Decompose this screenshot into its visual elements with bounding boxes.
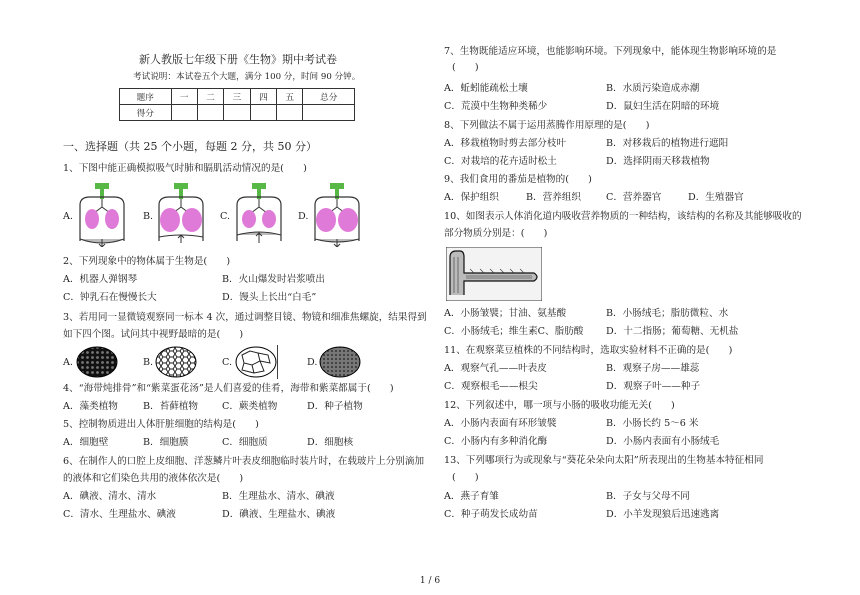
q8-option-c: C．对栽培的花卉适时松土 (444, 156, 557, 167)
question-3-line1: 3、若用同一显微镜观察同一标本 4 次，通过调整目镜、物镜和细准焦螺旋，结果得到 (63, 312, 427, 323)
q12-option-a: A．小肠内表面有环形皱襞 (444, 418, 557, 429)
question-6-line2: 的液体和它们染色共用的液体依次是( ) (63, 473, 244, 484)
q11-option-d: D．观察子叶——种子 (606, 381, 701, 392)
question-3-line2: 如下四个图。试问其中视野最暗的是( ) (63, 329, 244, 340)
section-heading: 一、选择题（共 25 个小题，每题 2 分，共 50 分） (63, 140, 317, 153)
q9-option-b: B．营养组织 (526, 192, 582, 203)
score-header-cell: 一 (171, 89, 197, 105)
score-header-cell: 四 (250, 89, 276, 105)
question-2-stem: 2、下列现象中的物体属于生物是( ) (63, 256, 231, 267)
question-13-line1: 13、下列哪项行为或现象与“葵花朵朵向太阳”所表现出的生物基本特征相同 (444, 455, 764, 466)
question-7-line2: ( ) (452, 62, 479, 73)
q2-option-b: B．火山爆发时岩浆喷出 (222, 274, 325, 285)
score-row (120, 105, 355, 121)
score-cell (171, 105, 197, 121)
question-4-stem: 4、“海带炖排骨”和“紫菜蛋花汤”是人们喜爱的佳肴，海带和紫菜都属于( ) (63, 383, 394, 394)
question-12-stem: 12、下列叙述中，哪一项与小肠的吸收功能无关( ) (444, 400, 675, 411)
q11-option-a: A．观察气孔——叶表皮 (444, 363, 547, 374)
microscope-view-a (75, 345, 119, 379)
score-header-cell: 五 (277, 89, 303, 105)
q1-label-a: A. (63, 211, 73, 222)
q9-option-d: D．生殖器官 (688, 192, 744, 203)
q9-option-a: A．保护组织 (444, 192, 499, 203)
q3-label-a: A. (63, 357, 73, 368)
page-title: 新人教版七年级下册《生物》期中考试卷 (139, 53, 337, 66)
lung-model-figure-c (231, 183, 287, 247)
q10-option-d: D．十二指肠；葡萄糖、无机盐 (606, 326, 739, 337)
q6-option-d: D．碘液、生理盐水、碘液 (222, 509, 336, 520)
microscope-view-b (154, 345, 198, 379)
intestinal-villus-figure (446, 247, 542, 301)
q7-option-a: A．蚯蚓能疏松土壤 (444, 83, 528, 94)
q2-option-d: D．馒头上长出“白毛” (222, 292, 317, 303)
question-1-stem: 1、下图中能正确模拟吸气时肺和膈肌活动情况的是( ) (63, 163, 307, 174)
score-cell (197, 105, 223, 121)
score-cell (250, 105, 276, 121)
score-cell (277, 105, 303, 121)
q13-option-d: D．小羊发现狼后迅速逃离 (606, 509, 720, 520)
q4-option-d: D．种子植物 (307, 401, 363, 412)
q6-option-c: C．清水、生理盐水、碘液 (63, 509, 176, 520)
question-7-line1: 7、生物既能适应环境，也能影响环境。下列现象中，能体现生物影响环境的是 (444, 46, 777, 57)
score-header-row (120, 89, 355, 105)
question-11-stem: 11、在观察菜豆植株的不同结构时，选取实验材料不正确的是( ) (444, 345, 733, 356)
score-header-cell: 题序 (120, 89, 172, 105)
question-13-line2: ( ) (452, 472, 479, 483)
q1-label-b: B. (143, 211, 154, 222)
q6-option-a: A．碘液、清水、清水 (63, 491, 157, 502)
q5-option-d: D．细胞核 (307, 437, 354, 448)
q5-option-a: A．细胞壁 (63, 437, 109, 448)
q4-option-c: C．蕨类植物 (222, 401, 278, 412)
question-5-stem: 5、控制物质进出人体肝脏细胞的结构是( ) (63, 419, 259, 430)
q2-option-c: C．钟乳石在慢慢长大 (63, 292, 157, 303)
score-header-cell: 三 (224, 89, 250, 105)
q7-option-d: D．鼠妇生活在阴暗的环境 (606, 101, 720, 112)
q12-option-c: C．小肠内有多种消化酶 (444, 436, 548, 447)
q9-option-c: C．营养器官 (606, 192, 662, 203)
q11-option-b: B．观察子房——雄蕊 (606, 363, 700, 374)
question-9-stem: 9、我们食用的番茄是植物的( ) (444, 174, 592, 185)
q13-option-a: A．燕子育雏 (444, 491, 499, 502)
microscope-view-d (318, 345, 362, 379)
q10-option-b: B．小肠绒毛；脂肪微粒、水 (606, 308, 729, 319)
score-cell (224, 105, 250, 121)
q8-option-a: A．移栽植物时剪去部分枝叶 (444, 138, 567, 149)
question-10-line1: 10、如图表示人体消化道内吸收营养物质的一种结构，该结构的名称及其能够吸收的 (444, 211, 802, 222)
q7-option-b: B．水质污染造成赤潮 (606, 83, 700, 94)
page-number: 1 / 6 (419, 576, 441, 586)
question-6-line1: 6、在制作人的口腔上皮细胞、洋葱鳞片叶表皮细胞临时装片时，在载玻片上分别滴加 (63, 456, 425, 467)
q7-option-c: C．荒漠中生物种类稀少 (444, 101, 548, 112)
q3-label-d: D. (307, 357, 318, 368)
q12-option-b: B．小肠长约 5～6 米 (606, 418, 699, 429)
score-table (119, 88, 355, 121)
q1-label-d: D. (298, 211, 309, 222)
q10-option-c: C．小肠绒毛；维生素C、脂肪酸 (444, 326, 584, 337)
microscope-view-c (234, 345, 278, 379)
q10-option-a: A．小肠皱襞；甘油、氨基酸 (444, 308, 567, 319)
q11-option-c: C．观察根毛——根尖 (444, 381, 538, 392)
question-8-stem: 8、下列做法不属于运用蒸腾作用原理的是( ) (444, 120, 650, 131)
q8-option-b: B．对移栽后的植物进行遮阳 (606, 138, 729, 149)
q5-option-c: C．细胞质 (222, 437, 268, 448)
question-10-line2: 部分物质分别是：( ) (444, 228, 548, 239)
q4-option-b: B．苔藓植物 (143, 401, 199, 412)
q3-label-b: B. (143, 357, 154, 368)
score-cell (303, 105, 355, 121)
q13-option-b: B．子女与父母不同 (606, 491, 690, 502)
q6-option-b: B．生理盐水、清水、碘液 (222, 491, 335, 502)
q13-option-c: C．种子萌发长成幼苗 (444, 509, 538, 520)
q4-option-a: A．藻类植物 (63, 401, 118, 412)
lung-model-figure-d (309, 183, 365, 247)
q2-option-a: A．机器人弹钢琴 (63, 274, 138, 285)
lung-model-figure-b (153, 183, 209, 247)
q5-option-b: B．细胞膜 (143, 437, 189, 448)
lung-model-figure-a (74, 183, 130, 247)
exam-instructions: 考试说明：本试卷五个大题，满分 100 分，时间 90 分钟。 (133, 72, 361, 82)
q12-option-d: D．小肠内表面有小肠绒毛 (606, 436, 720, 447)
q1-label-c: C. (220, 211, 231, 222)
score-header-cell: 二 (197, 89, 223, 105)
q8-option-d: D．选择阴雨天移栽植物 (606, 156, 710, 167)
q3-label-c: C. (222, 357, 233, 368)
score-row-label: 得分 (120, 105, 172, 121)
score-header-cell: 总分 (303, 89, 355, 105)
